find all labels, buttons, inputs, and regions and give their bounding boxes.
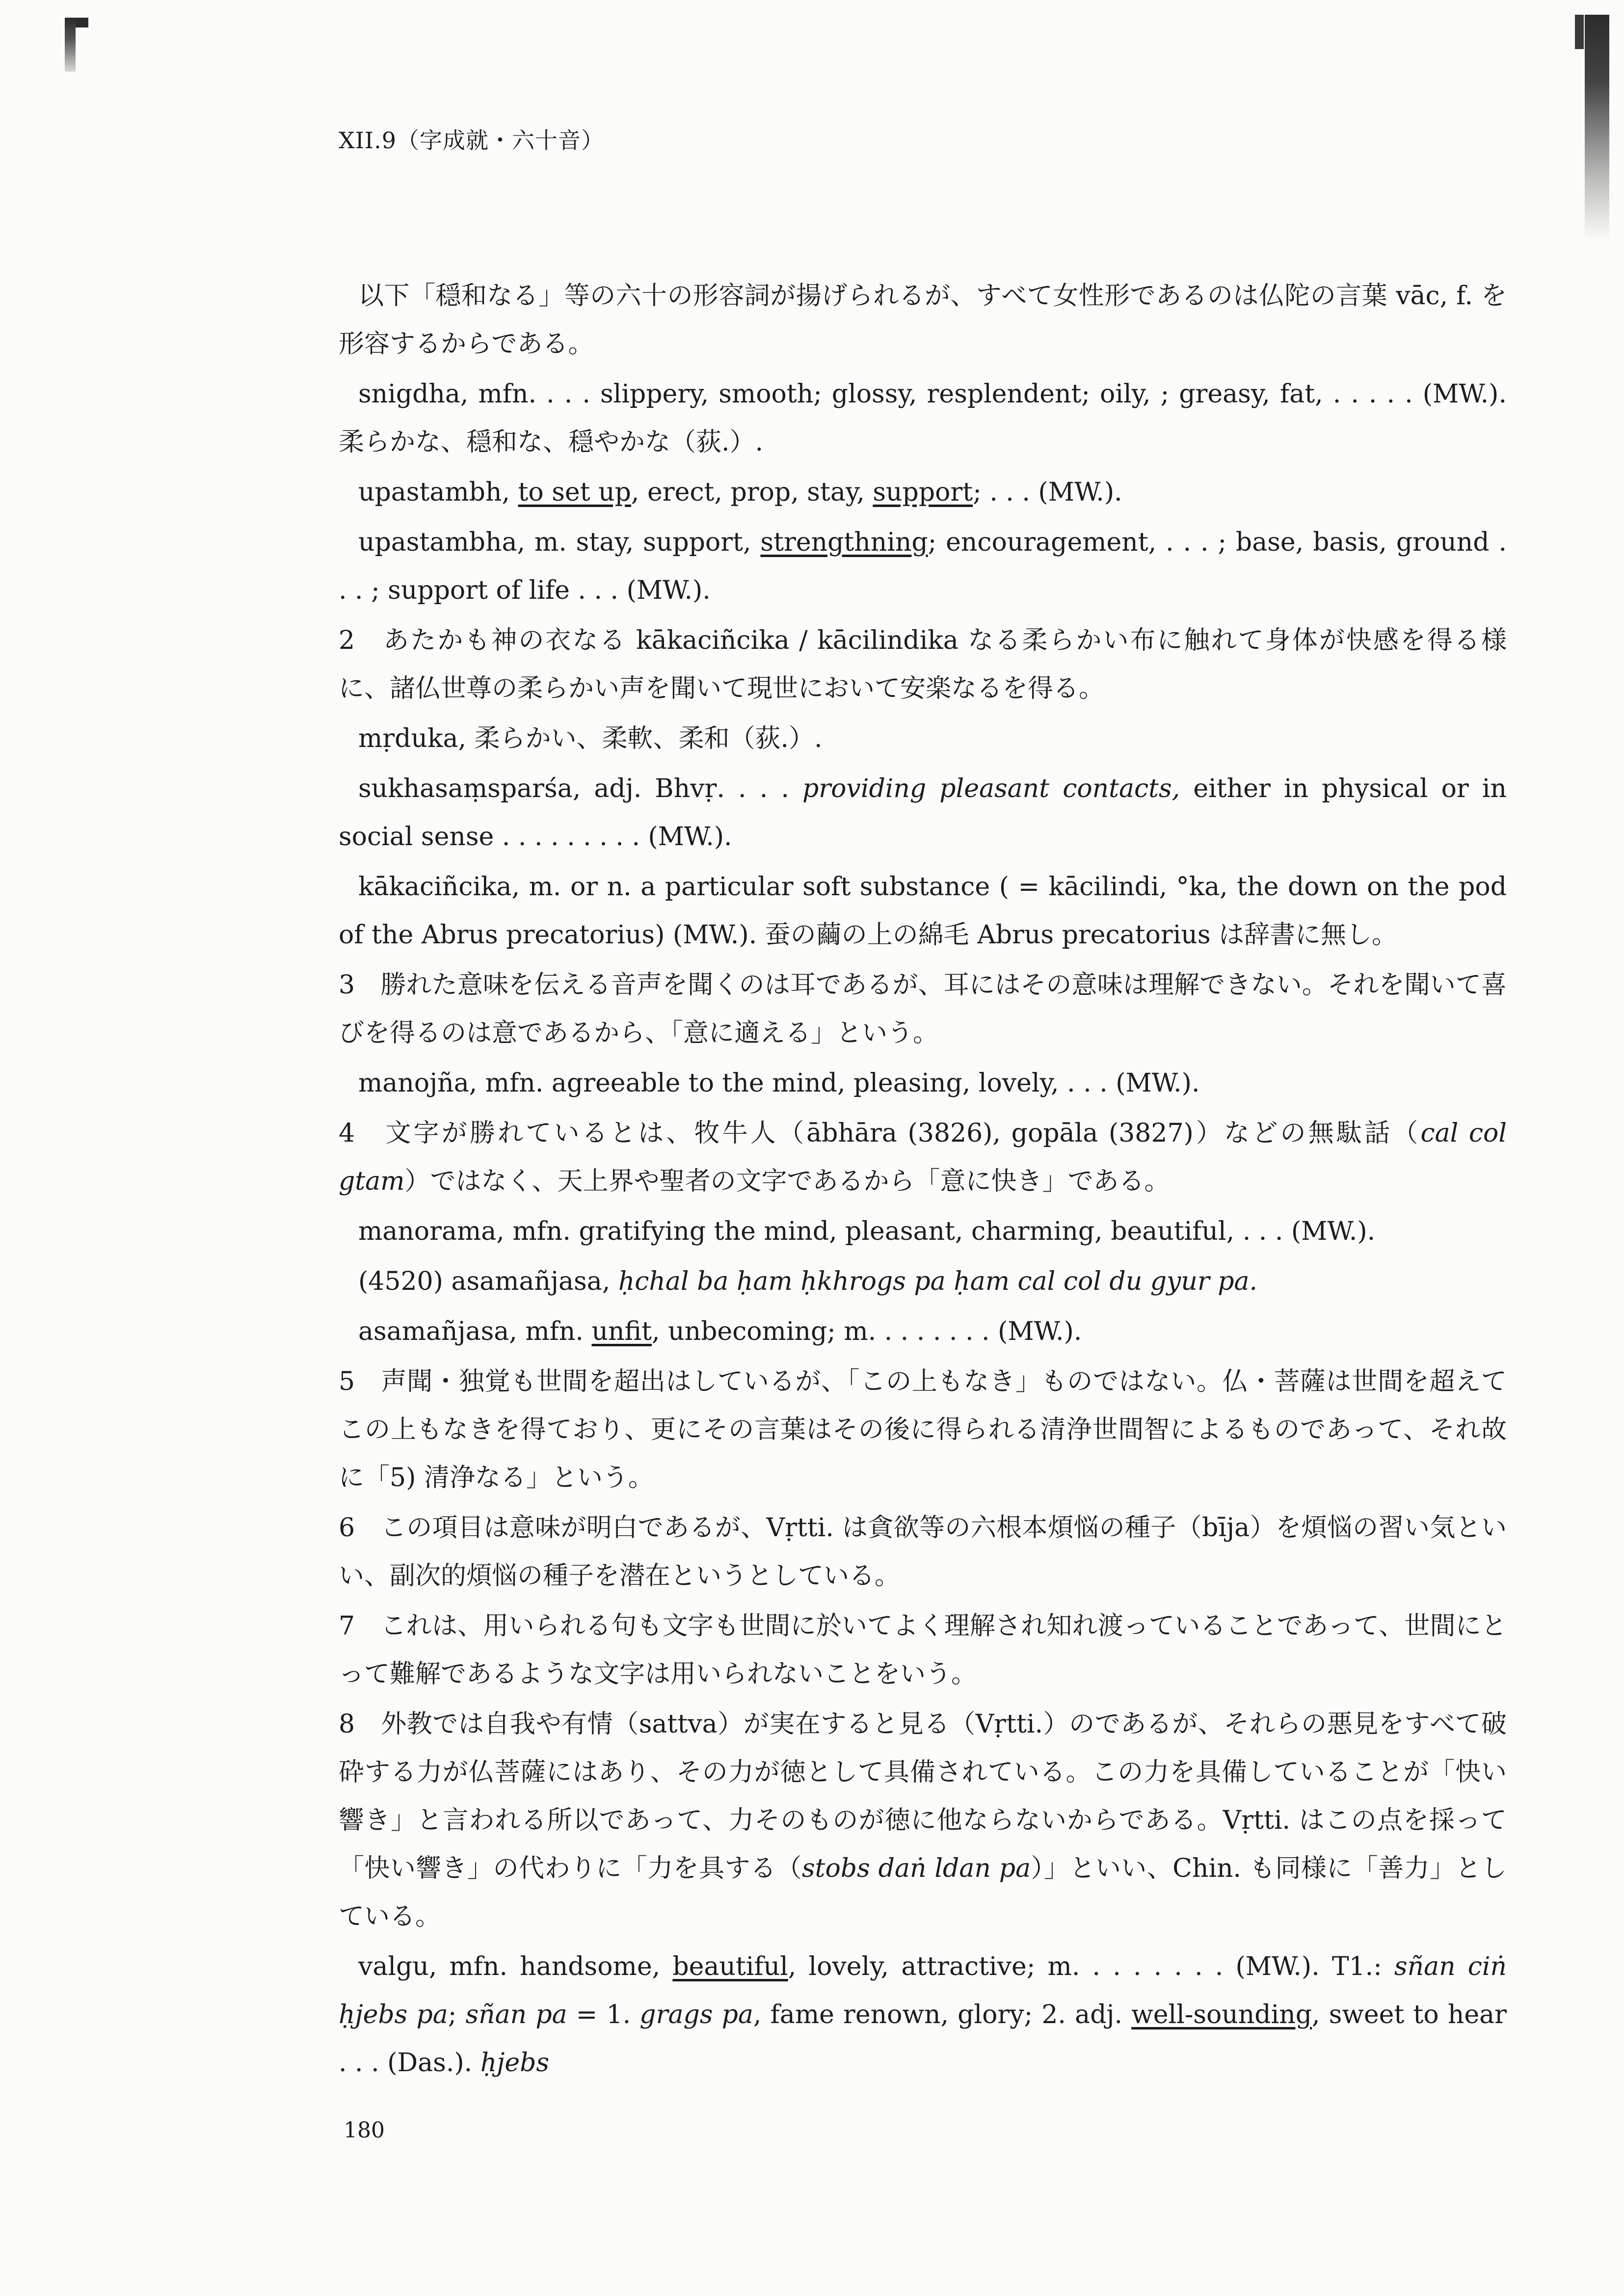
text-segment: beautiful: [672, 1952, 788, 1981]
text-segment: mṛduka, 柔らかい、柔軟、柔和（荻.）.: [358, 724, 823, 753]
paragraph: [339, 468, 1507, 516]
paragraph: [339, 715, 1507, 763]
text-segment: , unbecoming; m. . . . . . . . (MW.).: [652, 1317, 1082, 1346]
text-segment: sñan ciṅ ḥjebs pa: [339, 1952, 1507, 2029]
text-segment: 8 外教では自我や有情（sattva）が実在すると見る（Vṛtti.）のであるが、それらの悪見をすべて破砕する力が仏菩薩にはあり、その力が徳として具備されている。この力を具備していることが「快い響き」と言われる所以であって、力そのものが徳に他ならないからである。Vṛtti. はこの点を採って「快い響き」の代わりに「力を具する（: [339, 1709, 1507, 1883]
text-segment: sñan pa: [465, 2000, 567, 2029]
text-segment: asamañjasa, mfn.: [358, 1317, 592, 1346]
text-segment: well-sounding: [1131, 2000, 1312, 2029]
text-segment: providing pleasant contacts,: [802, 774, 1180, 803]
text-segment: either in physical or in social sense . . . . . . . . . (MW.).: [339, 774, 1507, 852]
text-segment: 5 声聞・独覚も世間を超出はしているが、「この上もなき」ものではない。仏・菩薩は世間を超えてこの上もなきを得ており、更にその言葉はその後に得られる清浄世間智によるものであって、それ故に「5) 清浄なる」という。: [339, 1367, 1507, 1493]
text-segment: 3 勝れた意味を伝える音声を聞くのは耳であるが、耳にはその意味は理解できない。それを聞いて喜びを得るのは意であるから、「意に適える」という。: [339, 970, 1507, 1048]
paragraph: [339, 616, 1507, 713]
text-segment: , sweet to hear . . . (Das.).: [339, 2000, 1507, 2078]
text-segment: snigdha, mfn. . . . slippery, smooth; glossy, resplendent; oily, ; greasy, fat, . . . . . (MW.). 柔らかな、穏和な、穏やかな（荻.）.: [339, 379, 1507, 457]
paragraph: [339, 518, 1507, 614]
paragraph: [339, 1257, 1507, 1306]
paragraph: [339, 1943, 1507, 2087]
text-segment: 2 あたかも神の衣なる kākaciñcika / kācilindika なる柔らかい布に触れて身体が快感を得る様に、諸仏世尊の柔らかい声を聞いて現世において安楽なるを得る。: [339, 626, 1507, 703]
text-segment: ḥjebs: [480, 2048, 550, 2078]
text-segment: valgu, mfn. handsome,: [358, 1952, 673, 1981]
text-segment: , fame renown, glory; 2. adj.: [753, 2000, 1132, 2029]
scan-edge-mark-right-small: [1575, 15, 1584, 49]
text-segment: kākaciñcika, m. or n. a particular soft substance ( = kācilindi, °ka, the down on the pod of the Abrus precatorius) (MW.). 蚕の繭の上の綿毛 Abrus precatorius は辞書に無し。: [339, 872, 1507, 950]
text-segment: 以下「穏和なる」等の六十の形容詞が揚げられるが、すべて女性形であるのは仏陀の言葉 vāc, f. を形容するからである。: [339, 281, 1507, 359]
text-segment: support: [873, 478, 973, 507]
text-segment: ḥchal ba ḥam ḥkhrogs pa ḥam cal col du gyur pa.: [618, 1267, 1258, 1296]
text-segment: ; . . . (MW.).: [973, 478, 1122, 507]
text-segment: = 1.: [567, 2000, 640, 2029]
text-segment: (4520) asamañjasa,: [358, 1267, 618, 1296]
text-segment: sukhasaṃsparśa, adj. Bhvṛ. . . .: [358, 774, 803, 803]
paragraph: [339, 1059, 1507, 1107]
text-segment: upastambh,: [358, 478, 518, 507]
text-segment: unfit: [591, 1317, 652, 1346]
text-segment: strengthning: [760, 528, 928, 557]
text-segment: 6 この項目は意味が明白であるが、Vṛtti. は貪欲等の六根本煩悩の種子（bīja）を煩悩の習い気といい、副次的煩悩の種子を潜在というとしている。: [339, 1513, 1507, 1591]
text-segment: grags pa: [639, 2000, 753, 2029]
running-head: XII.9（字成就・六十音）: [339, 127, 604, 154]
text-segment: ;: [448, 2000, 466, 2029]
text-segment: cal col gtam: [339, 1119, 1507, 1196]
paragraph: [339, 1358, 1507, 1502]
paragraph: [339, 863, 1507, 959]
paragraph: [339, 370, 1507, 466]
paragraph: [339, 961, 1507, 1057]
text-segment: ）ではなく、天上界や聖者の文字であるから「意に快き」である。: [404, 1167, 1170, 1196]
text-segment: manojña, mfn. agreeable to the mind, pleasing, lovely, . . . (MW.).: [358, 1068, 1200, 1098]
paragraph: [339, 1308, 1507, 1356]
page-number: 180: [344, 2118, 385, 2143]
paragraph: [339, 1109, 1507, 1205]
page-body: [339, 270, 1507, 2087]
paragraph: [339, 1207, 1507, 1255]
text-segment: to set up: [518, 478, 631, 507]
paragraph: [339, 1700, 1507, 1941]
text-segment: ; encouragement, . . . ; base, basis, ground . . . ; support of life . . . (MW.).: [339, 528, 1507, 605]
text-segment: 4 文字が勝れているとは、牧牛人（ābhāra (3826), gopāla (3827)）などの無駄話（: [339, 1119, 1421, 1148]
paragraph: [339, 272, 1507, 368]
paragraph: [339, 1504, 1507, 1600]
text-segment: , erect, prop, stay,: [631, 478, 873, 507]
text-segment: stobs daṅ ldan pa: [801, 1854, 1031, 1883]
text-segment: ）」といい、Chin. も同様に「善力」としている。: [339, 1854, 1507, 1931]
paragraph: [339, 1602, 1507, 1698]
text-segment: , lovely, attractive; m. . . . . . . . (MW.). T1.:: [788, 1952, 1394, 1981]
text-segment: upastambha, m. stay, support,: [358, 528, 761, 557]
scan-edge-mark-right: [1585, 15, 1609, 240]
paragraph: [339, 765, 1507, 861]
text-segment: 7 これは、用いられる句も文字も世間に於いてよく理解され知れ渡っていることであって、世間にとって難解であるような文字は用いられないことをいう。: [339, 1611, 1507, 1689]
text-segment: manorama, mfn. gratifying the mind, pleasant, charming, beautiful, . . . (MW.).: [358, 1217, 1376, 1246]
scan-edge-mark-left-bar: [65, 18, 76, 72]
